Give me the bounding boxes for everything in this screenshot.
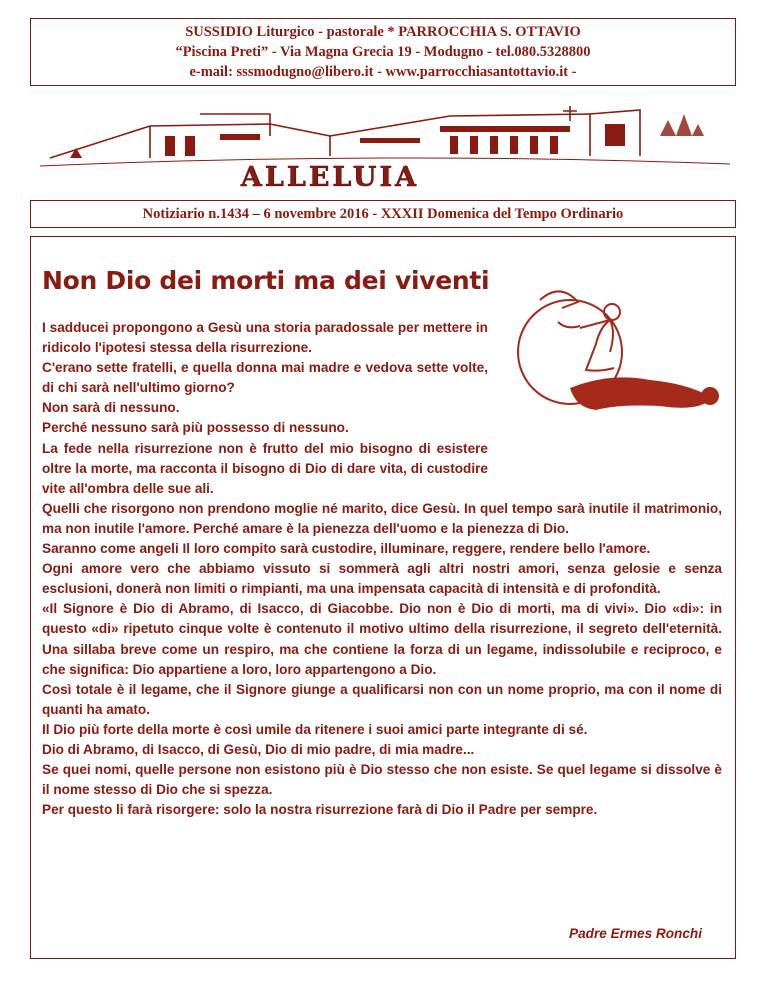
paragraph: I sadducei propongono a Gesù una storia paradossale per mettere in ridicolo l'ipotesi stessa della risurrezione. <box>42 320 488 356</box>
alleluia-banner <box>30 96 736 196</box>
paragraph: Il Dio più forte della morte è così umile da ritenere i suoi amici parte integrante di sé. <box>42 721 588 737</box>
paragraph: Per questo li farà risorgere: solo la nostra risurrezione farà di Dio il Padre per sempre. <box>42 802 598 818</box>
header-line-1: SUSSIDIO Liturgico - pastorale * PARROCCHIA S. OTTAVIO <box>185 24 581 40</box>
paragraph: Se quei nomi, quelle persone non esistono più è Dio stesso che non esiste. Se quel legame si dissolve è il nome stesso di Dio che si spezza. <box>42 762 722 798</box>
paragraph: Quelli che risorgono non prendono moglie né marito, dice Gesù. In quel tempo sarà inutile il matrimonio, ma non inutile l'amore. Perché amare è la pienezza dell'uomo e la pienezza di Dio. <box>42 500 722 536</box>
parish-header <box>30 18 736 86</box>
article-body <box>42 318 722 820</box>
header-line-3: e-mail: sssmodugno@libero.it - www.parrocchiasantottavio.it - <box>189 64 577 80</box>
paragraph: La fede nella risurrezione non è frutto del mio bisogno di esistere oltre la morte, ma racconta il bisogno di Dio di dare vita, di custodire vite all'ombra delle sue ali. <box>42 440 488 496</box>
issue-bar: Notiziario n.1434 – 6 novembre 2016 - XXXII Domenica del Tempo Ordinario <box>30 200 736 228</box>
masthead-title: ALLELUIA <box>240 162 420 193</box>
paragraph: Non sarà di nessuno. <box>42 400 180 416</box>
paragraph: Saranno come angeli Il loro compito sarà custodire, illuminare, reggere, rendere bello l'amore. <box>42 541 651 557</box>
header-line-2: “Piscina Preti” - Via Magna Grecia 19 - Modugno - tel.080.5328800 <box>175 44 591 60</box>
author-signature: Padre Ermes Ronchi <box>569 926 702 941</box>
paragraph: Dio di Abramo, di Isacco, di Gesù, Dio di mio padre, di mia madre... <box>42 741 475 757</box>
paragraph: Ogni amore vero che abbiamo vissuto si sommerà agli altri nostri amori, senza gelosie e senza esclusioni, donerà non limiti o rimpianti, ma una impensata capacità di intensità e di profondità. <box>42 561 722 597</box>
paragraph: Perché nessuno sarà più possesso di nessuno. <box>42 420 349 436</box>
paragraph: C'erano sette fratelli, e quella donna mai madre e vedova sette volte, di chi sarà nell'ultimo giorno? <box>42 360 488 396</box>
paragraph: Così totale è il legame, che il Signore giunge a qualificarsi non con un nome proprio, ma con il nome di quanti ha amato. <box>42 681 722 717</box>
article-title: Non Dio dei morti ma dei viventi <box>42 266 490 295</box>
paragraph: «Il Signore è Dio di Abramo, di Isacco, di Giacobbe. Dio non è Dio di morti, ma di vivi». Dio «di»: in questo «di» ripetuto cinque volte è contenuto il motivo ultimo della risurrezione, il segreto dell'eternità. Una sillaba breve come un respiro, ma che contiene la forza di un legame, indissolubile e reciproco, e che significa: Dio appartiene a loro, loro appartengono a Dio. <box>42 601 722 677</box>
